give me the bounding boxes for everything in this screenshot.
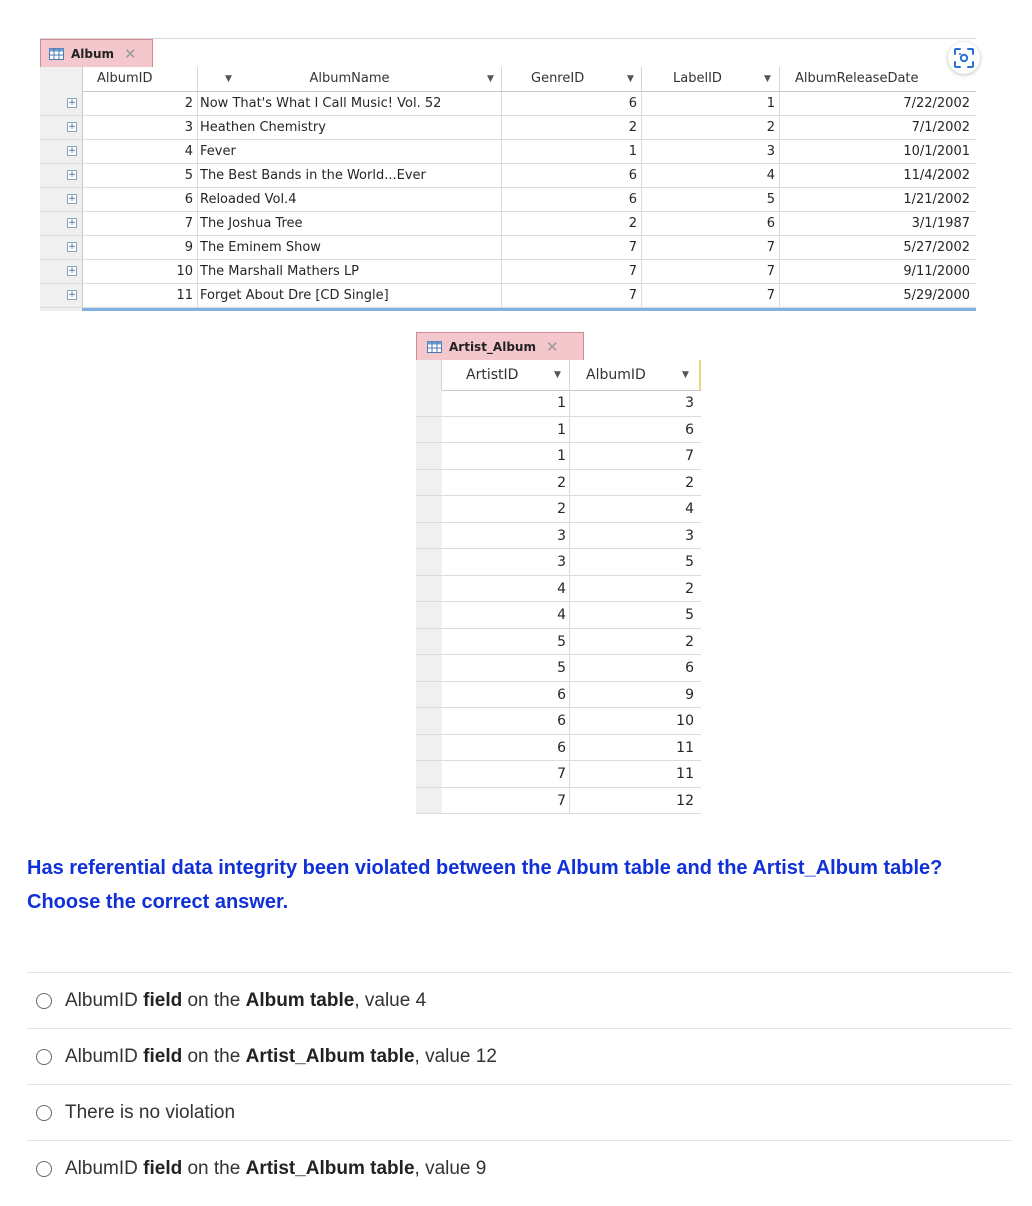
cell-genreid[interactable]: 6 [502, 164, 642, 187]
cell-labelid[interactable]: 6 [642, 212, 780, 235]
table-row[interactable] [40, 236, 976, 260]
column-header-artistid[interactable] [442, 360, 570, 390]
cell-albumreleasedate[interactable]: 5/29/2000 [903, 288, 970, 303]
expand-icon[interactable]: + [68, 194, 76, 204]
cell-albumid[interactable]: 2 [685, 474, 694, 491]
table-row[interactable] [40, 284, 976, 308]
table-row[interactable] [40, 116, 976, 140]
cell-artistid[interactable]: 6 [442, 735, 570, 761]
table-icon [49, 48, 64, 60]
close-icon[interactable]: ✕ [545, 337, 559, 356]
cell-albumname[interactable]: The Marshall Mathers LP [198, 260, 502, 283]
cell-albumreleasedate[interactable]: 11/4/2002 [903, 168, 970, 183]
table-row[interactable] [40, 140, 976, 164]
option-label: There is no violation [65, 1101, 236, 1123]
cell-genreid[interactable]: 1 [502, 140, 642, 163]
table-row[interactable] [416, 629, 701, 656]
table-row[interactable] [416, 602, 701, 629]
cell-albumid[interactable]: 11 [676, 766, 694, 782]
cell-albumname[interactable]: The Joshua Tree [198, 212, 502, 235]
cell-artistid[interactable]: 6 [442, 708, 570, 734]
album-datasheet [40, 38, 976, 311]
cell-albumname[interactable]: The Best Bands in the World...Ever [198, 164, 502, 187]
table-row[interactable] [416, 761, 701, 788]
cell-labelid[interactable]: 7 [642, 284, 780, 307]
cell-albumid[interactable]: 6 [82, 188, 198, 211]
table-row[interactable] [40, 260, 976, 284]
cell-artistid[interactable]: 7 [442, 761, 570, 787]
selection-bar [82, 308, 976, 311]
expand-icon[interactable]: + [68, 266, 76, 276]
answer-option[interactable] [27, 972, 1012, 1028]
cell-albumid[interactable]: 9 [82, 236, 198, 259]
cell-labelid[interactable]: 3 [642, 140, 780, 163]
cell-albumid[interactable]: 4 [685, 501, 694, 517]
cell-albumid[interactable]: 5 [685, 607, 694, 623]
expand-icon[interactable]: + [68, 122, 76, 132]
chevron-down-icon[interactable]: ▼ [554, 370, 561, 380]
column-header-label: GenreID [531, 71, 585, 86]
cell-albumid[interactable]: 10 [676, 713, 694, 729]
cell-artistid[interactable]: 3 [442, 549, 570, 575]
cell-labelid[interactable]: 2 [642, 116, 780, 139]
table-row[interactable] [40, 164, 976, 188]
expand-icon[interactable]: + [68, 218, 76, 228]
expand-icon[interactable]: + [68, 146, 76, 156]
cell-artistid[interactable]: 3 [442, 523, 570, 549]
column-header-albumid[interactable] [82, 67, 232, 91]
cell-artistid[interactable]: 7 [442, 788, 570, 814]
cell-albumreleasedate[interactable]: 7/22/2002 [903, 96, 970, 111]
cell-albumname[interactable]: Fever [198, 140, 502, 163]
album-header-row [40, 67, 976, 92]
table-row[interactable] [40, 188, 976, 212]
cell-genreid[interactable]: 6 [502, 188, 642, 211]
cell-artistid[interactable]: 5 [442, 629, 570, 655]
cell-labelid[interactable]: 7 [642, 236, 780, 259]
table-icon [427, 341, 442, 353]
cell-albumid[interactable]: 11 [82, 284, 198, 307]
cell-albumid[interactable]: 4 [82, 140, 198, 163]
column-header-label: AlbumID [97, 71, 153, 86]
cell-albumid[interactable]: 12 [676, 792, 694, 809]
artist-album-tab[interactable] [416, 332, 584, 360]
column-header-label: AlbumName [309, 71, 390, 86]
table-row[interactable] [416, 390, 701, 417]
expand-icon[interactable]: + [68, 98, 76, 108]
option-label: AlbumID field on the Artist_Album table, value 9 [65, 1157, 487, 1179]
question-text: Has referential data integrity been violated between the Album table and the Artist_Album table? Choose the correct answer. [27, 857, 943, 913]
cell-albumid[interactable]: 6 [685, 421, 694, 438]
expand-icon[interactable]: + [68, 170, 76, 180]
cell-artistid[interactable]: 2 [442, 470, 570, 496]
radio-button[interactable] [36, 993, 52, 1009]
cell-albumid[interactable]: 10 [82, 260, 198, 283]
cell-artistid[interactable]: 1 [442, 417, 570, 443]
select-all-corner[interactable] [416, 360, 442, 390]
answer-option[interactable] [27, 1084, 1012, 1140]
cell-artistid[interactable]: 2 [442, 496, 570, 522]
option-label: AlbumID field on the Artist_Album table, value 12 [65, 1045, 497, 1067]
cell-genreid[interactable]: 7 [502, 284, 642, 307]
column-header-genreid[interactable] [502, 67, 642, 91]
cell-albumid[interactable]: 3 [82, 116, 198, 139]
cell-albumid[interactable]: 5 [82, 164, 198, 187]
cell-albumreleasedate[interactable]: 7/1/2002 [911, 120, 970, 135]
cell-artistid[interactable]: 1 [442, 443, 570, 469]
cell-albumid[interactable]: 2 [685, 580, 694, 597]
answer-options [27, 972, 1012, 1196]
radio-button[interactable] [36, 1161, 52, 1177]
close-icon[interactable]: ✕ [124, 44, 137, 63]
radio-button[interactable] [36, 1105, 52, 1121]
column-header-labelid[interactable] [642, 67, 780, 91]
chevron-down-icon[interactable]: ▼ [764, 74, 771, 84]
cell-albumid[interactable]: 6 [685, 660, 694, 676]
cell-albumid[interactable]: 11 [676, 739, 694, 756]
table-row[interactable] [416, 576, 701, 603]
album-tab-label: Album [71, 46, 115, 61]
column-header-albumreleasedate[interactable] [780, 67, 976, 91]
cell-genreid[interactable]: 7 [502, 260, 642, 283]
cell-albumreleasedate[interactable]: 1/21/2002 [903, 192, 970, 207]
artist-album-header-row [416, 360, 701, 391]
column-header-albumid[interactable] [570, 360, 701, 390]
table-row[interactable] [416, 549, 701, 576]
cell-albumid[interactable]: 7 [685, 448, 694, 464]
cell-artistid[interactable]: 1 [442, 390, 570, 416]
cell-albumid[interactable]: 2 [685, 633, 694, 650]
cell-labelid[interactable]: 4 [642, 164, 780, 187]
cell-labelid[interactable]: 1 [642, 92, 780, 115]
cell-albumid[interactable]: 3 [685, 527, 694, 544]
album-tab[interactable] [40, 39, 153, 67]
cell-labelid[interactable]: 7 [642, 260, 780, 283]
scan-button[interactable] [948, 42, 980, 74]
table-row[interactable] [416, 417, 701, 444]
expand-icon[interactable]: + [68, 290, 76, 300]
table-row[interactable] [416, 655, 701, 682]
table-row[interactable] [416, 682, 701, 709]
radio-button[interactable] [36, 1049, 52, 1065]
cell-genreid[interactable]: 2 [502, 116, 642, 139]
column-header-label: ArtistID [466, 367, 519, 383]
column-header-label: LabelID [673, 71, 722, 86]
cell-artistid[interactable]: 4 [442, 576, 570, 602]
chevron-down-icon[interactable]: ▼ [487, 74, 494, 84]
cell-albumreleasedate[interactable]: 10/1/2001 [903, 144, 970, 159]
table-row[interactable] [40, 212, 976, 236]
chevron-down-icon[interactable]: ▼ [225, 74, 232, 84]
cell-albumname[interactable]: Heathen Chemistry [198, 116, 502, 139]
cell-artistid[interactable]: 4 [442, 602, 570, 628]
artist-album-tab-label: Artist_Album [449, 339, 536, 354]
cell-albumid[interactable]: 5 [685, 554, 694, 570]
answer-option[interactable] [27, 1028, 1012, 1084]
cell-albumid[interactable]: 7 [82, 212, 198, 235]
table-row[interactable] [416, 735, 701, 762]
cell-albumreleasedate[interactable]: 3/1/1987 [911, 216, 970, 231]
artist-album-datasheet [416, 332, 701, 814]
cell-albumid[interactable]: 3 [685, 395, 694, 411]
table-row[interactable] [416, 496, 701, 523]
cell-albumname[interactable]: Forget About Dre [CD Single] [198, 284, 502, 307]
cell-albumname[interactable]: Reloaded Vol.4 [198, 188, 502, 211]
cell-albumid[interactable]: 9 [685, 686, 694, 703]
cell-albumreleasedate[interactable]: 9/11/2000 [903, 264, 970, 279]
table-row[interactable] [416, 470, 701, 497]
answer-option[interactable] [27, 1140, 1012, 1196]
chevron-down-icon[interactable]: ▼ [682, 370, 689, 380]
option-label: AlbumID field on the Album table, value 4 [65, 989, 427, 1011]
cell-albumname[interactable]: Now That's What I Call Music! Vol. 52 [198, 92, 502, 115]
column-header-label: AlbumReleaseDate [795, 71, 919, 86]
cell-artistid[interactable]: 6 [442, 682, 570, 708]
cell-labelid[interactable]: 5 [642, 188, 780, 211]
cell-artistid[interactable]: 5 [442, 655, 570, 681]
table-row[interactable] [416, 788, 701, 815]
table-row[interactable] [416, 523, 701, 550]
table-row[interactable] [416, 708, 701, 735]
chevron-down-icon[interactable]: ▼ [627, 74, 634, 84]
table-row[interactable] [40, 92, 976, 116]
cell-albumid[interactable]: 2 [82, 92, 198, 115]
cell-albumreleasedate[interactable]: 5/27/2002 [903, 240, 970, 255]
expand-icon[interactable]: + [68, 242, 76, 252]
cell-genreid[interactable]: 7 [502, 236, 642, 259]
cell-genreid[interactable]: 2 [502, 212, 642, 235]
column-header-label: AlbumID [586, 367, 646, 383]
cell-albumname[interactable]: The Eminem Show [198, 236, 502, 259]
column-header-albumname[interactable] [198, 67, 502, 91]
cell-genreid[interactable]: 6 [502, 92, 642, 115]
table-row[interactable] [416, 443, 701, 470]
scan-icon [953, 47, 975, 69]
